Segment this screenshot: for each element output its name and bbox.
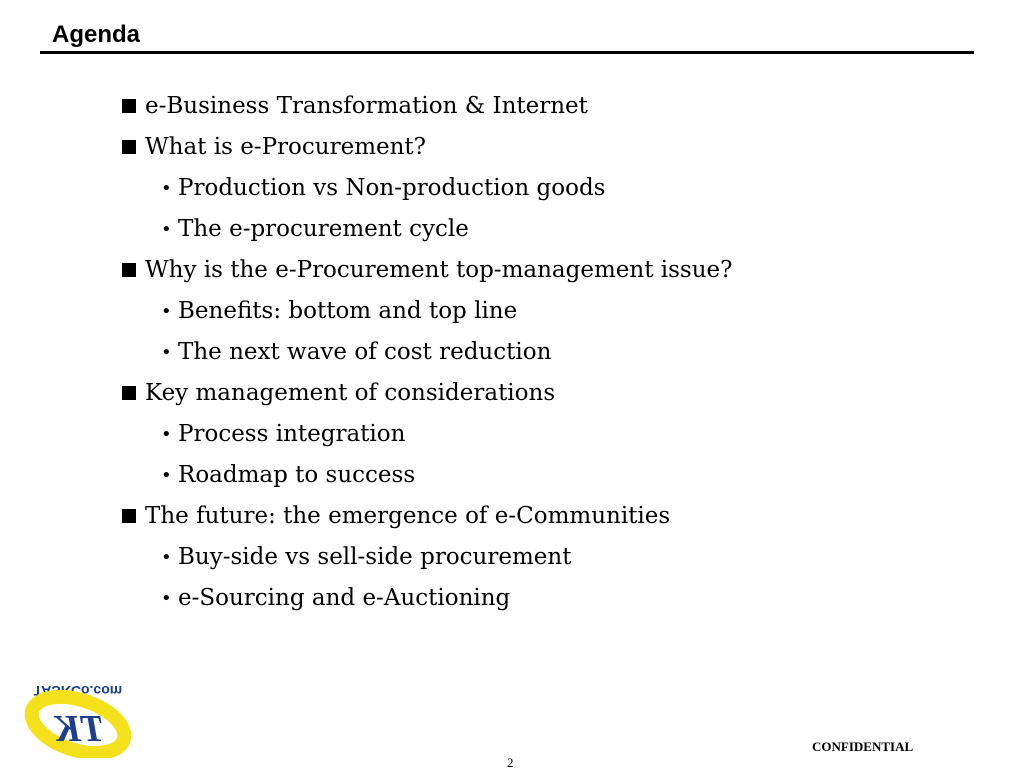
dot-bullet-icon: • [161,547,172,568]
agenda-item [120,496,732,537]
confidential-label: CONFIDENTIAL [812,739,914,754]
agenda-subitem-text: Process integration [178,421,406,447]
agenda-item-text: Why is the e-Procurement top-management issue? [145,257,733,283]
agenda-subitem [120,537,732,578]
agenda-subitem [120,291,732,332]
dot-bullet-icon: • [161,424,172,445]
page-number: 2 [507,755,514,768]
agenda-subitem-text: Benefits: bottom and top line [178,298,518,324]
agenda-item-text: What is e-Procurement? [145,134,426,160]
agenda-subitem [120,414,732,455]
dot-bullet-icon: • [161,219,172,240]
square-bullet-icon [122,140,136,154]
dot-bullet-icon: • [161,465,172,486]
agenda-subitem [120,455,732,496]
agenda-item-text: Key management of considerations [145,380,556,406]
slide-title: Agenda [52,21,141,48]
agenda-subitem-text: Buy-side vs sell-side procurement [178,544,572,570]
agenda-item [120,86,732,127]
dot-bullet-icon: • [161,178,172,199]
agenda-subitem-text: e-Sourcing and e-Auctioning [178,585,511,611]
agenda-subitem-text: The next wave of cost reduction [178,339,552,365]
title-underline [40,51,974,54]
agenda-subitem-text: Production vs Non-production goods [178,175,606,201]
agenda-subitem-text: Roadmap to success [178,462,416,488]
dot-bullet-icon: • [161,301,172,322]
agenda-subitem [120,332,732,373]
agenda-item [120,250,732,291]
agenda-list [120,86,732,619]
agenda-subitem-text: The e-procurement cycle [178,216,469,242]
agenda-subitem [120,578,732,619]
square-bullet-icon [122,386,136,400]
agenda-item [120,373,732,414]
logo-monogram: TK [55,708,105,750]
square-bullet-icon [122,509,136,523]
agenda-item-text: e-Business Transformation & Internet [145,93,588,119]
square-bullet-icon [122,263,136,277]
square-bullet-icon [122,99,136,113]
agenda-item [120,127,732,168]
agenda-subitem [120,209,732,250]
agenda-subitem [120,168,732,209]
taskco-logo [16,672,140,758]
dot-bullet-icon: • [161,588,172,609]
logo-wordmark: TASKCo.com [33,683,123,699]
agenda-item-text: The future: the emergence of e-Communities [145,503,671,529]
dot-bullet-icon: • [161,342,172,363]
